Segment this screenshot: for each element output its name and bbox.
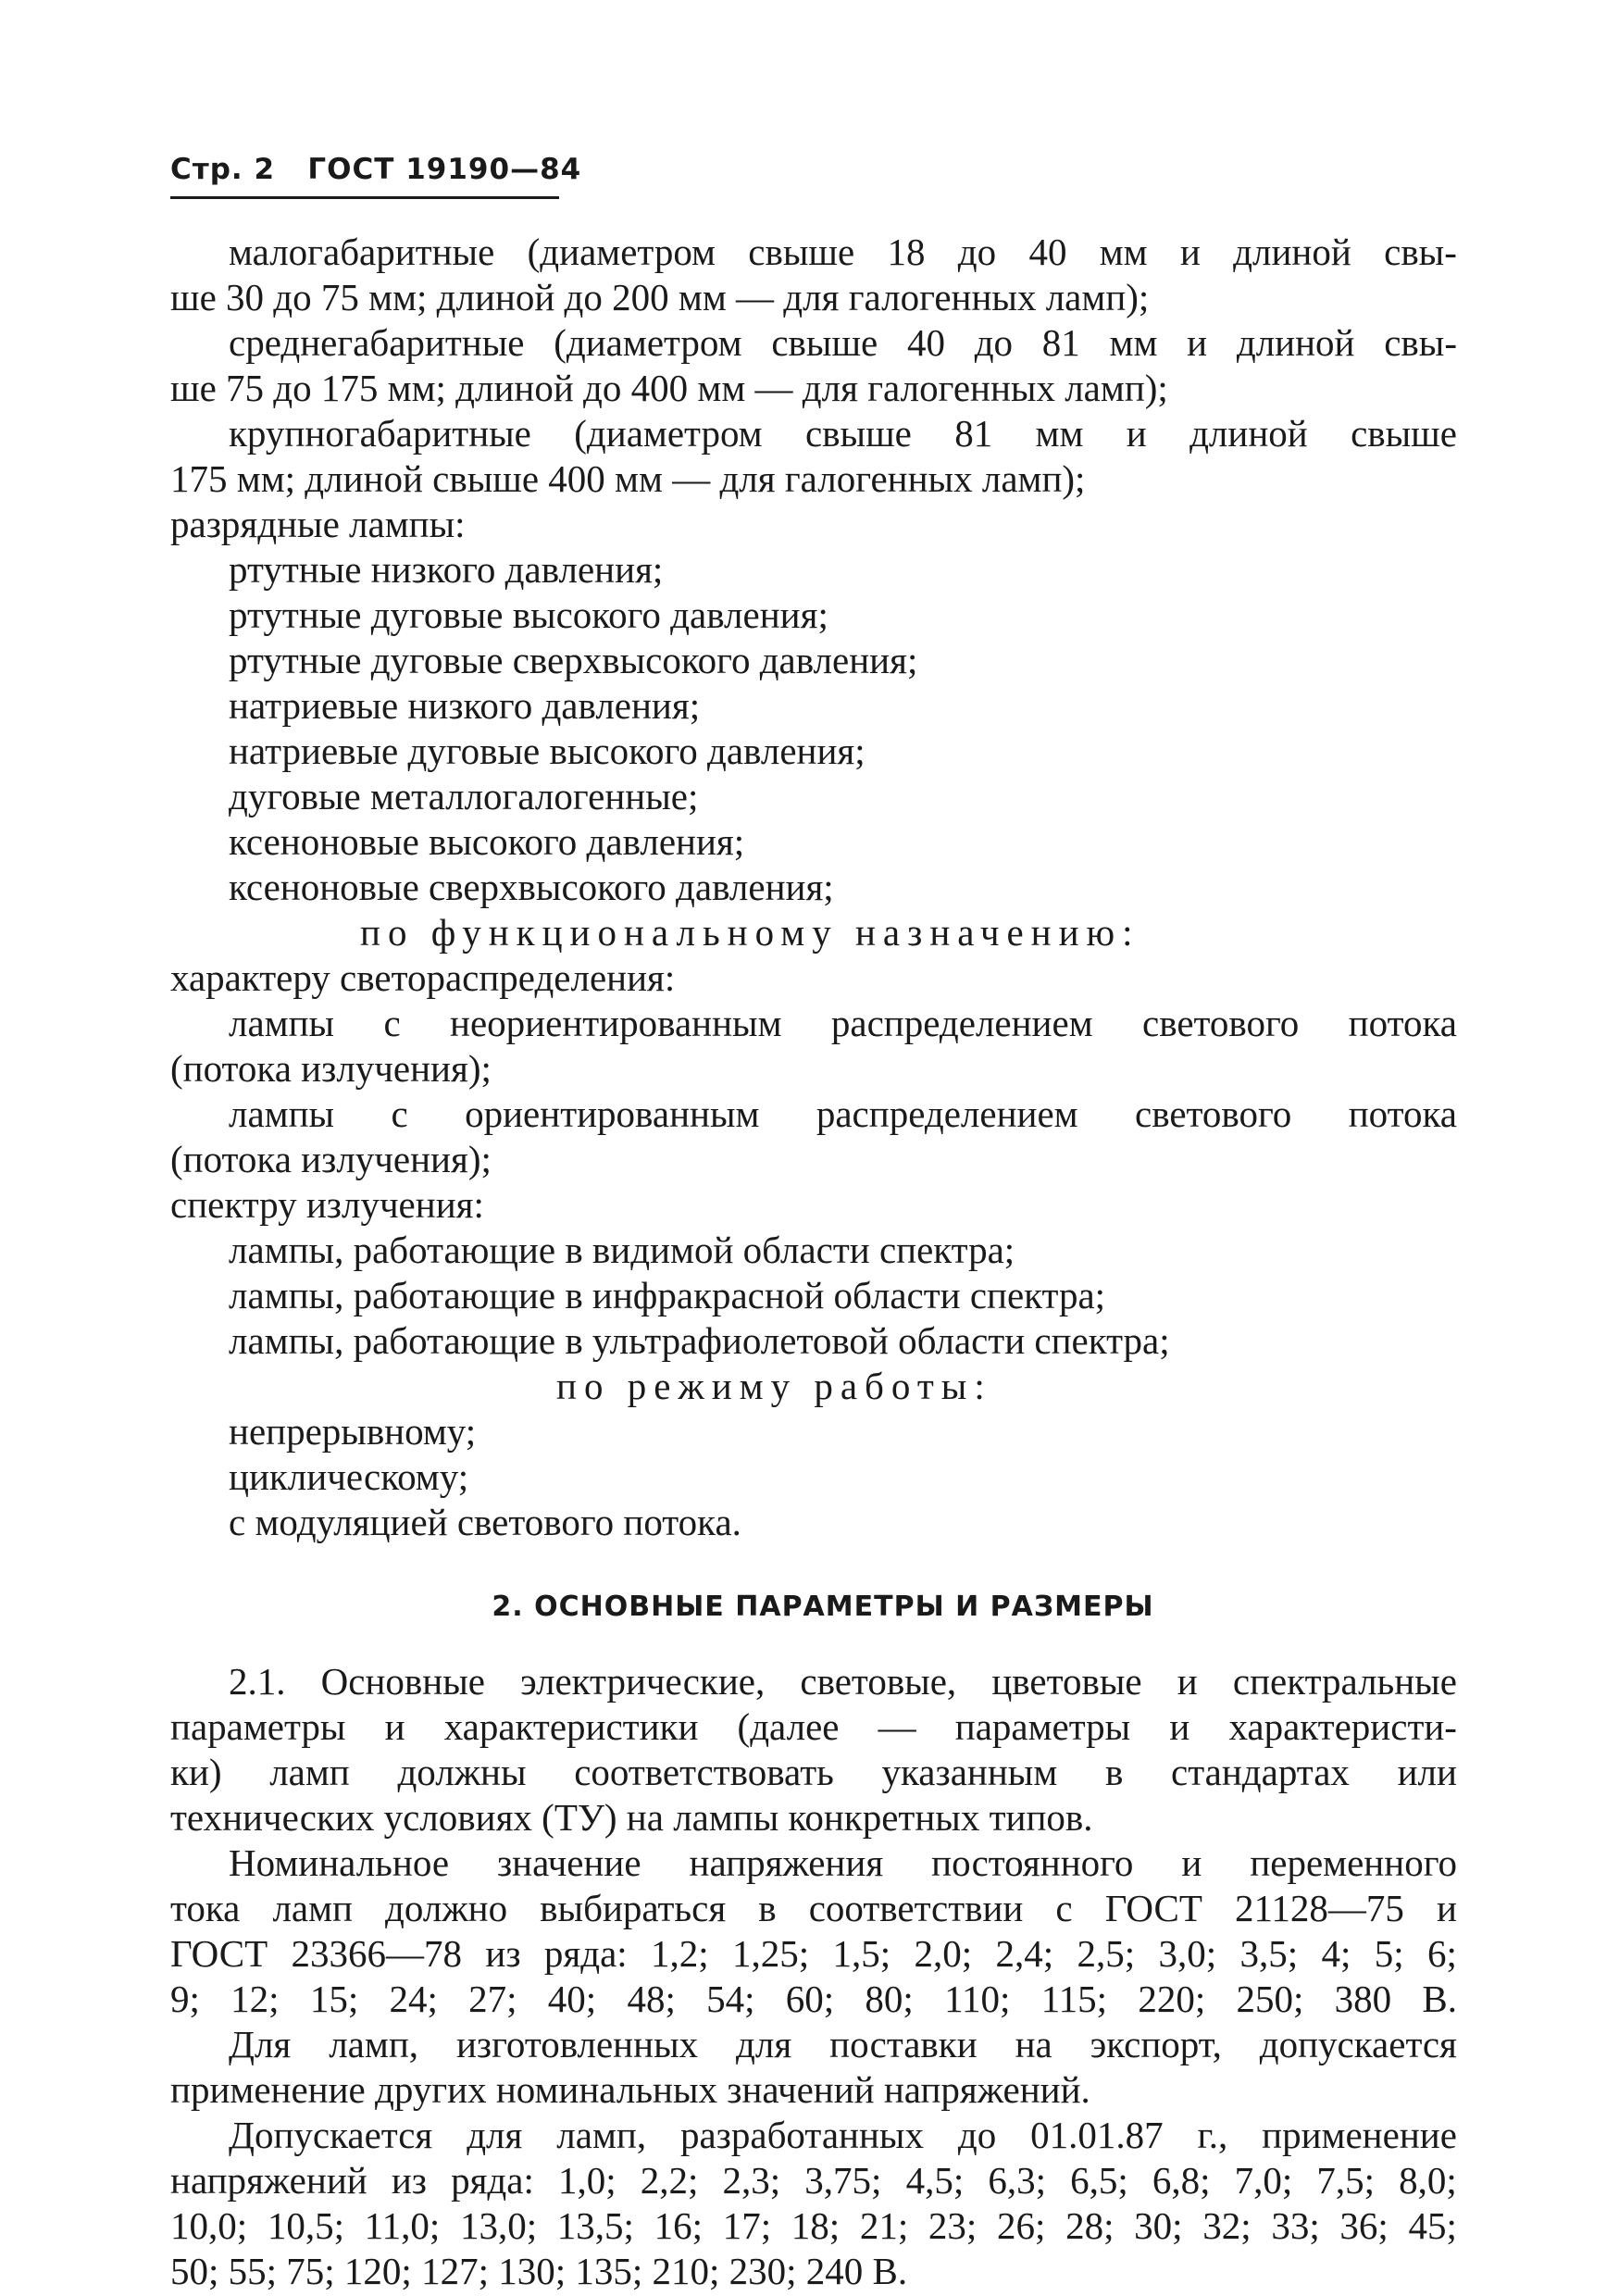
word: 2,4; [995,1932,1054,1975]
word: (диаметром [574,412,763,455]
text-line: (потока излучения); [170,1138,492,1180]
word: 15; [309,1978,359,2020]
word: длиной [1189,412,1308,455]
word: параметры [954,1705,1131,1748]
word: и [1169,1705,1190,1748]
word: неориентированным [450,1002,782,1044]
word: постоянного [931,1841,1134,1884]
word: 4,5; [905,2159,965,2202]
word: для [467,2114,523,2156]
paragraph-line [170,2022,1457,2067]
word: 6,3; [988,2159,1046,2202]
word: и [1436,1887,1457,1929]
word: цветовые [991,1660,1142,1703]
word: 2,0; [914,1932,973,1975]
word: соответствии [808,1887,1024,1929]
word: распределением [816,1092,1078,1135]
word: В. [1422,1978,1457,2020]
word: свы- [1384,321,1457,364]
word: мм [1035,412,1084,455]
word: 3,0; [1158,1932,1217,1975]
word: 6,8; [1152,2159,1211,2202]
word: и [1187,321,1208,364]
word: Номинальное [229,1841,450,1884]
paragraph-line: 50; 55; 75; 120; 127; 130; 135; 210; 230; 240 В. [170,2250,908,2292]
word: Допускается [229,2114,433,2156]
word: 6,5; [1070,2159,1128,2202]
word: 32; [1202,2204,1252,2247]
word: 81 [1041,321,1080,364]
word: 1,2; [651,1932,709,1975]
word: указанным [881,1751,1058,1793]
subheading-mode: по режиму работы: [556,1365,992,1407]
list-item [170,1001,1457,1046]
word: 8,0; [1399,2159,1457,2202]
word: 01.01.87 [1030,2114,1164,2156]
page-header: Стр. 2 ГОСТ 19190—84 [170,153,582,186]
list-item: натриевые низкого давления; [229,684,701,727]
word: потока [1348,1092,1457,1135]
word: стандартах [1171,1751,1350,1793]
word: 3,5; [1239,1932,1299,1975]
list-item: лампы, работающие в ультрафиолетовой области спектра; [229,1319,1170,1362]
word: или [1397,1751,1457,1793]
word: и [1177,1660,1198,1703]
word: и [1179,231,1201,273]
paragraph-line [170,2158,1457,2203]
word: 30; [1134,2204,1183,2247]
word: 6; [1427,1932,1457,1975]
list-item: дуговые металлогалогенные; [229,775,699,817]
word: 81 [954,412,993,455]
word: г., [1197,2114,1228,2156]
text-line [170,320,1457,366]
word: 80; [865,1978,914,2020]
word: крупногабаритные [229,412,531,455]
word: свыше [748,231,855,273]
word: с [1055,1887,1073,1929]
word: 48; [627,1978,676,2020]
list-item: непрерывному; [229,1410,477,1453]
word: светового [1142,1002,1300,1044]
word: 16; [654,2204,704,2247]
word: ламп, [329,2023,419,2065]
word: ориентированным [465,1092,760,1135]
word: соответствовать [574,1751,834,1793]
paragraph-line [170,1977,1457,2022]
word: из [391,2159,427,2202]
text-line: ше 75 до 175 мм; длиной до 400 мм — для галогенных ламп); [170,367,1168,409]
word: 40 [906,321,945,364]
word: 18 [887,231,926,273]
list-item: ртутные дуговые высокого давления; [229,593,828,636]
word: 40 [1028,231,1067,273]
word: 115; [1040,1978,1108,2020]
word: ламп, [556,2114,647,2156]
word: Основные [320,1660,485,1703]
word: из [485,1932,521,1975]
paragraph-line [170,1659,1457,1704]
word: 5; [1374,1932,1404,1975]
word: экспорт, [1090,2023,1222,2065]
word: до [957,2114,997,2156]
text-line: ше 30 до 75 мм; длиной до 200 мм — для галогенных ламп); [170,276,1150,318]
word: ламп [269,1751,350,1793]
list-item: лампы, работающие в инфракрасной области спектра; [229,1274,1106,1316]
word: длиной [1233,231,1351,273]
word: спектральные [1232,1660,1457,1703]
word: 4; [1321,1932,1351,1975]
paragraph-line [170,2113,1457,2158]
word: поставки [829,2023,978,2065]
paragraph-line: применение других номинальных значений напряжений. [170,2068,1090,2111]
word: параметры [170,1705,346,1748]
list-item: ксеноновые высокого давления; [229,820,745,863]
word: среднегабаритные [229,321,525,364]
word: ряда: [451,2159,534,2202]
word: 21128—75 [1234,1887,1404,1929]
word: 3,75; [804,2159,882,2202]
word: длиной [1236,321,1355,364]
word: потока [1348,1002,1457,1044]
word: в [1104,1751,1124,1793]
word: 1,0; [558,2159,616,2202]
word: 36; [1339,2204,1389,2247]
word: в [758,1887,777,1929]
word: и [1181,1841,1202,1884]
word: 2,2; [640,2159,699,2202]
section-title: 2. ОСНОВНЫЕ ПАРАМЕТРЫ И РАЗМЕРЫ [492,1591,1154,1623]
word: на [1015,2023,1052,2065]
word: применение [1262,2114,1457,2156]
word: должны [397,1751,527,1793]
list-item [170,1092,1457,1137]
text-line [170,230,1457,275]
word: выбираться [540,1887,727,1929]
word: 17; [722,2204,772,2247]
word: до [974,321,1014,364]
word: ГОСТ [170,1932,268,1975]
word: 2,5; [1077,1932,1136,1975]
word: и [1126,412,1147,455]
word: 7,5; [1316,2159,1376,2202]
word: 21; [859,2204,909,2247]
word: 23366—78 [291,1932,463,1975]
word: (далее [737,1705,840,1748]
word: малогабаритные [229,231,495,273]
word: электрические, [520,1660,766,1703]
word: 12; [230,1978,280,2020]
word: ГОСТ [1104,1887,1202,1929]
word: мм [1099,231,1148,273]
word: 1,25; [732,1932,810,1975]
word: до [957,231,997,273]
word: 23; [928,2204,978,2247]
word: 33; [1271,2204,1320,2247]
text-line: 175 мм; длиной свыше 400 мм — для галогенных ламп); [170,457,1086,500]
word: мм [1109,321,1158,364]
word: 10,0; [170,2204,248,2247]
word: характеристи- [1228,1705,1457,1748]
word: свыше [1351,412,1457,455]
word: Для [229,2023,292,2065]
word: 2,3; [722,2159,781,2202]
word: должно [385,1887,508,1929]
word: 24; [389,1978,438,2020]
word: распределением [830,1002,1093,1044]
word: разработанных [679,2114,924,2156]
word: светового [1135,1092,1292,1135]
word: 54; [706,1978,755,2020]
document-body [170,230,1457,2294]
paragraph-line [170,1841,1457,1886]
header-rule [170,196,559,199]
word: 220; [1138,1978,1206,2020]
word: ламп [272,1887,353,1929]
paragraph-line [170,1704,1457,1750]
word: напряжения [689,1841,884,1884]
text-line [170,411,1457,456]
word: 110; [944,1978,1011,2020]
list-item: с модуляцией светового потока. [229,1501,741,1543]
word: ряда: [543,1932,628,1975]
list-item: натриевые дуговые высокого давления; [229,730,866,772]
word: 18; [791,2204,841,2247]
word: характеристики [443,1705,699,1748]
list-item: ксеноновые сверхвысокого давления; [229,866,834,908]
paragraph-line [170,1886,1457,1931]
word: свыше [804,412,912,455]
paragraph-line [170,2203,1457,2249]
word: для [736,2023,792,2065]
list-item: лампы, работающие в видимой области спектра; [229,1229,1015,1271]
word: 28; [1065,2204,1115,2247]
subheading-function: по функциональному назначению: [360,911,1140,954]
word: свы- [1384,231,1457,273]
word: (диаметром [554,321,742,364]
word: переменного [1250,1841,1457,1884]
paragraph-line: технических условиях (ТУ) на лампы конкретных типов. [170,1796,1093,1839]
word: и [384,1705,405,1748]
word: 27; [468,1978,517,2020]
word: — [878,1705,916,1748]
list-heading: характеру светораспределения: [170,956,676,999]
word: световые, [800,1660,957,1703]
word: лампы [229,1002,335,1044]
text-line: (потока излучения); [170,1047,492,1090]
word: 7,0; [1234,2159,1293,2202]
word: 250; [1236,1978,1304,2020]
word: 13,5; [556,2204,634,2247]
word: (диаметром [527,231,716,273]
list-heading: спектру излучения: [170,1183,484,1226]
list-heading: разрядные лампы: [170,503,466,545]
word: 10,5; [267,2204,344,2247]
word: 380 [1334,1978,1392,2020]
word: значение [496,1841,641,1884]
word: 13,0; [459,2204,538,2247]
word: 40; [547,1978,597,2020]
word: тока [170,1887,241,1929]
word: 1,5; [832,1932,891,1975]
list-item: циклическому; [229,1455,469,1498]
word: напряжений [170,2159,367,2202]
list-item: ртутные дуговые сверхвысокого давления; [229,639,918,681]
word: 60; [785,1978,835,2020]
word: 2.1. [229,1660,286,1703]
word: свыше [771,321,878,364]
word: лампы [229,1092,335,1135]
word: 45; [1408,2204,1457,2247]
list-item: ртутные низкого давления; [229,548,664,591]
word: с [383,1002,401,1044]
paragraph-line [170,1931,1457,1977]
word: ки) [170,1751,222,1793]
paragraph-line [170,1750,1457,1795]
word: допускается [1259,2023,1457,2065]
word: изготовленных [455,2023,699,2065]
word: 11,0; [364,2204,441,2247]
word: 9; [170,1978,200,2020]
word: 26; [997,2204,1046,2247]
word: с [391,1092,408,1135]
